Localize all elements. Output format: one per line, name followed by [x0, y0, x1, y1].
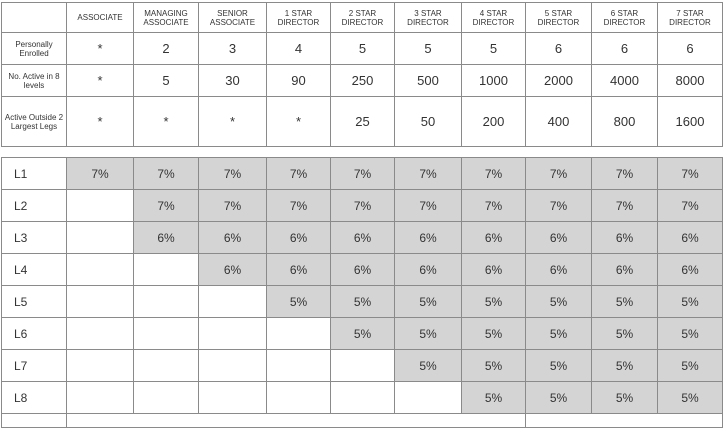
level-rate-cell [199, 286, 267, 318]
header-corner [2, 3, 67, 33]
requirement-cell: 50 [395, 97, 462, 147]
level-rate-cell [395, 382, 462, 414]
requirement-cell: 90 [267, 65, 331, 97]
level-rate-cell: 6% [134, 222, 199, 254]
level-rate-cell: 7% [331, 190, 395, 222]
level-rate-cell [199, 382, 267, 414]
level-row-l7 [2, 350, 723, 382]
requirement-cell: 5 [331, 33, 395, 65]
level-rate-cell: 7% [592, 158, 658, 190]
requirement-cell: * [267, 97, 331, 147]
level-rate-cell: 6% [462, 254, 526, 286]
level-label: L5 [2, 286, 67, 318]
requirement-cell: 3 [199, 33, 267, 65]
level-label: L2 [2, 190, 67, 222]
header-managing-associate: MANAGING ASSOCIATE [134, 3, 199, 33]
level-rate-cell: 5% [526, 350, 592, 382]
requirement-cell: 5 [462, 33, 526, 65]
requirement-cell: 800 [592, 97, 658, 147]
requirement-row-active-outside-largest-legs [2, 97, 723, 147]
requirement-cell: * [67, 65, 134, 97]
requirement-cell: 5 [134, 65, 199, 97]
level-rate-cell: 7% [199, 158, 267, 190]
requirement-row-personally-enrolled [2, 33, 723, 65]
commission-levels-table [1, 157, 723, 428]
level-rate-cell: 5% [592, 318, 658, 350]
requirement-label: No. Active in 8 levels [2, 65, 67, 97]
level-rate-cell: 7% [592, 190, 658, 222]
requirement-cell: 6 [592, 33, 658, 65]
level-rate-cell: 6% [199, 222, 267, 254]
requirement-cell: 5 [395, 33, 462, 65]
level-rate-cell [134, 318, 199, 350]
level-rate-cell: 6% [267, 222, 331, 254]
level-rate-cell: 6% [331, 222, 395, 254]
level-row-l1 [2, 158, 723, 190]
header-row [2, 3, 723, 33]
level-rate-cell: 7% [134, 158, 199, 190]
level-rate-cell: 5% [395, 286, 462, 318]
level-rate-cell: 5% [526, 382, 592, 414]
level-rate-cell: 5% [592, 382, 658, 414]
requirement-cell: 25 [331, 97, 395, 147]
level-rate-cell: 7% [658, 158, 723, 190]
level-rate-cell: 5% [592, 350, 658, 382]
level-row-l8 [2, 382, 723, 414]
level-rate-cell: 5% [331, 318, 395, 350]
level-rate-cell: 7% [199, 190, 267, 222]
level-rate-cell: 5% [331, 286, 395, 318]
level-rate-cell [67, 382, 134, 414]
requirement-cell: 200 [462, 97, 526, 147]
level-rate-cell: 6% [526, 222, 592, 254]
level-label: L7 [2, 350, 67, 382]
level-rate-cell [199, 350, 267, 382]
level-rate-cell: 5% [658, 382, 723, 414]
level-rate-cell: 5% [592, 286, 658, 318]
requirement-cell: 8000 [658, 65, 723, 97]
level-rate-cell: 5% [526, 318, 592, 350]
requirement-cell: 4 [267, 33, 331, 65]
level-rate-cell: 6% [592, 222, 658, 254]
level-rate-cell: 6% [462, 222, 526, 254]
level-rate-cell: 6% [395, 222, 462, 254]
requirement-cell: * [134, 97, 199, 147]
level-rate-cell [267, 318, 331, 350]
requirement-cell: 1000 [462, 65, 526, 97]
level-rate-cell [67, 318, 134, 350]
level-rate-cell [67, 350, 134, 382]
level-rate-cell: 6% [267, 254, 331, 286]
level-rate-cell: 7% [395, 158, 462, 190]
requirement-label: Active Outside 2 Largest Legs [2, 97, 67, 147]
level-rate-cell: 5% [462, 350, 526, 382]
header-2-star-director: 2 STAR DIRECTOR [331, 3, 395, 33]
requirement-cell: 6 [658, 33, 723, 65]
requirement-cell: 2 [134, 33, 199, 65]
level-rate-cell [67, 254, 134, 286]
requirement-cell: 2000 [526, 65, 592, 97]
level-rate-cell: 6% [331, 254, 395, 286]
header-associate: ASSOCIATE [67, 3, 134, 33]
level-row-l6 [2, 318, 723, 350]
header-5-star-director: 5 STAR DIRECTOR [526, 3, 592, 33]
header-4-star-director: 4 STAR DIRECTOR [462, 3, 526, 33]
level-rate-cell [331, 382, 395, 414]
level-rate-cell [134, 286, 199, 318]
header-6-star-director: 6 STAR DIRECTOR [592, 3, 658, 33]
level-rate-cell: 7% [67, 158, 134, 190]
level-rate-cell: 5% [658, 350, 723, 382]
level-rate-cell: 5% [267, 286, 331, 318]
requirement-cell: 6 [526, 33, 592, 65]
level-label: L8 [2, 382, 67, 414]
level-rate-cell: 6% [658, 254, 723, 286]
header-senior-associate: SENIOR ASSOCIATE [199, 3, 267, 33]
requirement-cell: 250 [331, 65, 395, 97]
level-rate-cell: 7% [395, 190, 462, 222]
level-rate-cell: 6% [395, 254, 462, 286]
level-rate-cell [134, 350, 199, 382]
level-rate-cell: 6% [658, 222, 723, 254]
requirement-cell: 1600 [658, 97, 723, 147]
level-rate-cell: 6% [526, 254, 592, 286]
level-rate-cell: 5% [395, 318, 462, 350]
level-rate-cell [134, 254, 199, 286]
level-rate-cell: 5% [658, 318, 723, 350]
level-rate-cell: 5% [658, 286, 723, 318]
level-rate-cell: 5% [462, 382, 526, 414]
level-rate-cell: 5% [462, 286, 526, 318]
level-row-l4 [2, 254, 723, 286]
level-rate-cell: 7% [462, 158, 526, 190]
level-row-l5 [2, 286, 723, 318]
level-row-l3 [2, 222, 723, 254]
requirement-row-active-in-8-levels [2, 65, 723, 97]
level-rate-cell: 7% [658, 190, 723, 222]
level-rate-cell: 7% [526, 158, 592, 190]
requirement-cell: 4000 [592, 65, 658, 97]
requirement-label: Personally Enrolled [2, 33, 67, 65]
level-rate-cell: 7% [267, 190, 331, 222]
level-rate-cell [67, 222, 134, 254]
level-label: L3 [2, 222, 67, 254]
level-rate-cell [267, 350, 331, 382]
header-7-star-director: 7 STAR DIRECTOR [658, 3, 723, 33]
level-rate-cell [67, 286, 134, 318]
level-rate-cell [67, 190, 134, 222]
level-rate-cell [331, 350, 395, 382]
requirement-cell: 30 [199, 65, 267, 97]
level-rate-cell [199, 318, 267, 350]
level-label: L1 [2, 158, 67, 190]
requirement-cell: * [67, 33, 134, 65]
rank-requirements-table [1, 2, 723, 147]
header-3-star-director: 3 STAR DIRECTOR [395, 3, 462, 33]
level-rate-cell: 6% [199, 254, 267, 286]
level-rate-cell: 5% [526, 286, 592, 318]
requirement-cell: 400 [526, 97, 592, 147]
level-rate-cell [134, 382, 199, 414]
level-rate-cell: 7% [462, 190, 526, 222]
level-rate-cell: 7% [134, 190, 199, 222]
level-row-l2 [2, 190, 723, 222]
level-label: L6 [2, 318, 67, 350]
level-rate-cell: 6% [592, 254, 658, 286]
level-label: L4 [2, 254, 67, 286]
requirement-cell: 500 [395, 65, 462, 97]
level-rate-cell: 5% [462, 318, 526, 350]
requirement-cell: * [199, 97, 267, 147]
level-rate-cell: 5% [395, 350, 462, 382]
requirement-cell: * [67, 97, 134, 147]
level-rate-cell [267, 382, 331, 414]
level-rate-cell: 7% [267, 158, 331, 190]
header-1-star-director: 1 STAR DIRECTOR [267, 3, 331, 33]
table-separator [0, 152, 723, 156]
level-rate-cell: 7% [331, 158, 395, 190]
level-rate-cell: 7% [526, 190, 592, 222]
